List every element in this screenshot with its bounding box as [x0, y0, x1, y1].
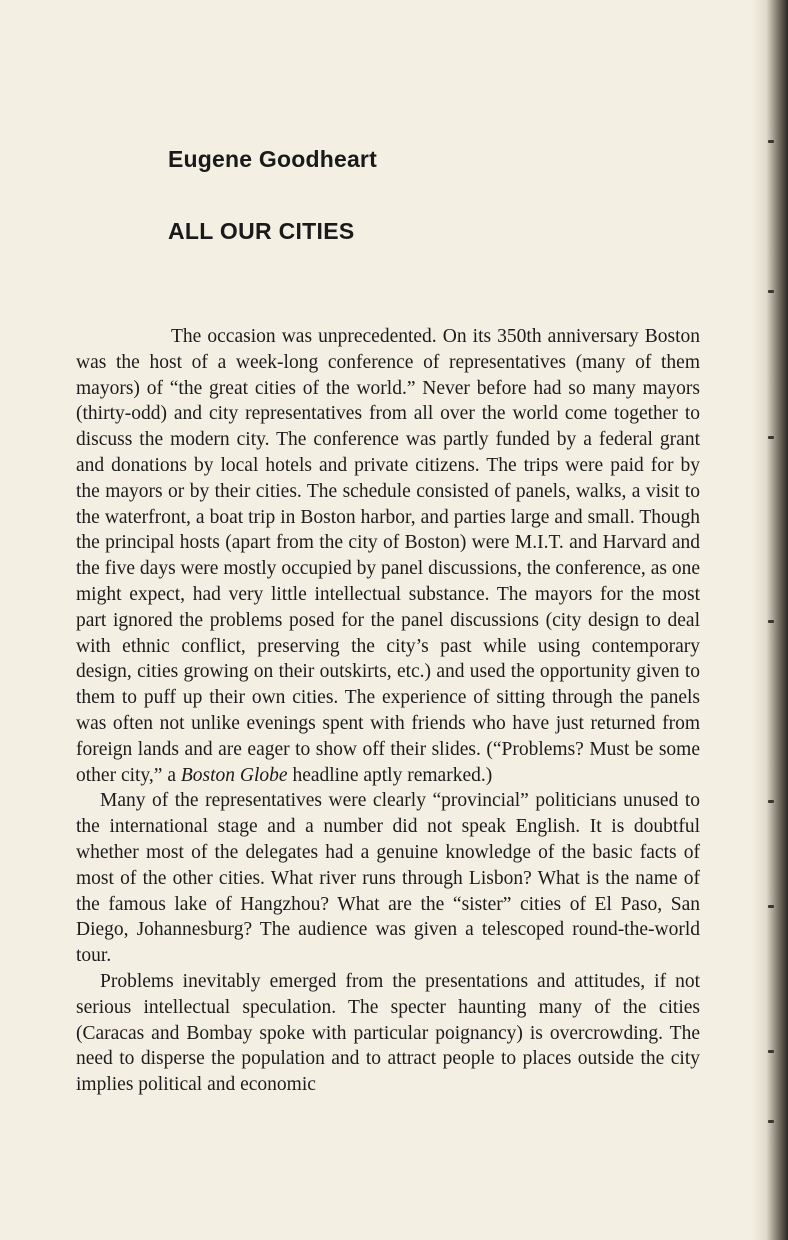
- gutter-mark: [768, 620, 774, 623]
- gutter-mark: [768, 1050, 774, 1053]
- paragraph-1-end: headline aptly remarked.): [287, 764, 493, 786]
- page-gutter-shadow: [752, 0, 788, 1240]
- newspaper-name: Boston Globe: [180, 764, 288, 786]
- author-name: Eugene Goodheart: [168, 146, 377, 172]
- paragraph-2: Many of the representatives were clearly “provincial” politicians unused to the international stage and a number did not speak English. It is doubtful whether most of the delegates had a genuine knowledge of the basic facts of most of the other cities. What river runs through Lisbon? What is the name of the famous lake of Hangzhou? What are the “sister” cities of El Paso, San Diego, Johannesburg? The audience was given a telescoped round-the-world tour.: [76, 790, 700, 967]
- paragraph-1: [76, 324, 700, 788]
- gutter-mark: [768, 800, 774, 803]
- article-title: ALL OUR CITIES: [168, 218, 355, 244]
- gutter-mark: [768, 140, 774, 143]
- gutter-mark: [768, 436, 774, 439]
- gutter-mark: [768, 290, 774, 293]
- gutter-mark: [768, 1120, 774, 1123]
- gutter-mark: [768, 905, 774, 908]
- paragraph-1-text: The occasion was unprecedented. On its 350th anniversary Boston was the host of a week-long conference of representatives (many of them mayors) of “the great cities of the world.” Never before had so many mayors (thirty-odd) and city representatives from all over the world come together to discuss the modern city. The conference was partly funded by a federal grant and donations by local hotels and private citizens. The trips were paid for by the mayors or by their cities. The schedule consisted of panels, walks, a visit to the waterfront, a boat trip in Boston harbor, and parties large and small. Though the principal hosts (apart from the city of Boston) were M.I.T. and Harvard and the five days were mostly occupied by panel discussions, the conference, as one might expect, had very little intellectual substance. The mayors for the most part ignored the problems posed for the panel discussions (city design to deal with ethnic conflict, preserving the city’s past while using contemporary design, cities growing on their outskirts, etc.) and used the opportunity given to them to puff up their own cities. The experience of sitting through the panels was often not unlike evenings spent with friends who have just returned from foreign lands and are eager to show off their slides. (“Problems? Must be some other city,” a: [76, 326, 700, 786]
- article-body: [76, 324, 700, 1098]
- paragraph-3: Problems inevitably emerged from the presentations and attitudes, if not serious intellectual speculation. The specter haunting many of the cities (Caracas and Bombay spoke with particular poignancy) is overcrowding. The need to disperse the population and to attract people to places outside the city implies political and economic: [76, 970, 700, 1096]
